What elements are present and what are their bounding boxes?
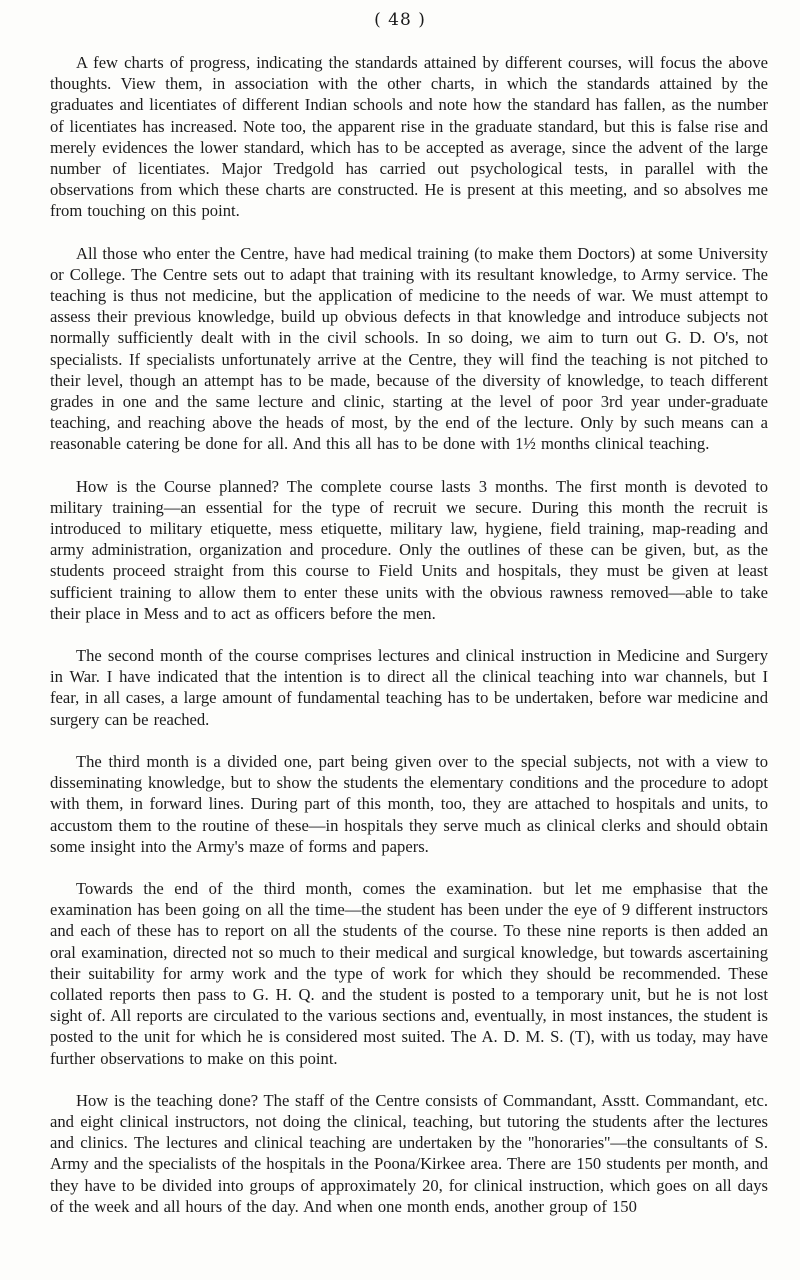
paragraph-course-planned: How is the Course planned? The complete course lasts 3 months. The first month is devoted to military training—an essential for the type of recruit we secure. During this month the recruit is introduced to military etiquette, mess etiquette, military law, hygiene, field training, map-reading and army administration, organization and procedure. Only the outlines of these can be given, but, as the students proceed straight from this course to Field Units and hospitals, they must be given at least sufficient training to allow them to enter these units with the obvious rawness removed—able to take their place in Mess and to act as officers before the men. bbox=[50, 476, 768, 623]
paragraph-third-month: The third month is a divided one, part being given over to the special subjects, not with a view to disseminating knowledge, but to show the students the elementary conditions and the procedure to adopt with them, in forward lines. During part of this month, too, they are attached to hospitals and units, to accustom them to the routine of these—in hospitals they serve much as clinical clerks and should obtain some insight into the Army's maze of forms and papers. bbox=[50, 751, 768, 856]
paragraph-examination: Towards the end of the third month, comes the examination. but let me emphasise that the examination has been going on all the time—the student has been under the eye of 9 different instructors and each of these has to report on all the students of the course. To these nine reports is then added an oral examination, directed not so much to their medical and surgical knowledge, but towards ascertaining their suitability for army work and the type of work for which they should be recommended. These collated reports then pass to G. H. Q. and the student is posted to a temporary unit, but he is not lost sight of. All reports are circulated to the various sections and, eventually, in most instances, the student is posted to the unit for which he is considered most suited. The A. D. M. S. (T), with us today, may have further observations to make on this point. bbox=[50, 878, 768, 1068]
paragraph-centre-training: All those who enter the Centre, have had medical training (to make them Doctors) at some University or College. The Centre sets out to adapt that training with its resultant knowledge, to Army service. The teaching is thus not medicine, but the application of medicine to the needs of war. We must attempt to assess their previous knowledge, build up obvious defects in that knowledge and introduce subjects not normally sufficiently dealt with in the civil schools. In so doing, we aim to turn out G. D. O's, not specialists. If specialists unfortunately arrive at the Centre, they will find the teaching is not pitched to their level, though an attempt has to be made, because of the diversity of knowledge, to teach different grades in one and the same lecture and clinic, starting at the level of poor 3rd year under-graduate teaching, and reaching above the heads of most, by the end of the lecture. Only by such means can a reasonable catering be done for all. And this all has to be done with 1½ months clinical teaching. bbox=[50, 243, 768, 454]
paragraph-second-month: The second month of the course comprises lectures and clinical instruction in Medicine and Surgery in War. I have indicated that the intention is to direct all the clinical teaching into war channels, but I fear, in all cases, a large amount of fundamental teaching has to be undertaken, before war medicine and surgery can be reached. bbox=[50, 646, 768, 729]
body-text bbox=[50, 52, 768, 1238]
paragraph-teaching-done: How is the teaching done? The staff of the Centre consists of Commandant, Asstt. Commandant, etc. and eight clinical instructors, not doing the clinical, teaching, but tutoring the students after the lectures and clinics. The lectures and clinical teaching are undertaken by the ''honoraries''—the consultants of S. Army and the specialists of the hospitals in the Poona/Kirkee area. There are 150 students per month, and they have to be divided into groups of approximately 20, for clinical instruction, which goes on all days of the week and all hours of the day. And when one month ends, another group of 150 bbox=[50, 1090, 768, 1216]
paragraph-charts-of-progress: A few charts of progress, indicating the standards attained by different courses, will focus the above thoughts. View them, in association with the other charts, in which the standards attained by the graduates and licentiates of different Indian schools and note how the standard has fallen, as the number of licentiates has increased. Note too, the apparent rise in the graduate standard, but this is false rise and merely evidences the lower standard, which has to be accepted as average, since the advent of the large number of licentiates. Major Tredgold has carried out psychological tests, in parallel with the observations from which these charts are constructed. He is present at this meeting, and so absolves me from touching on this point. bbox=[50, 53, 768, 221]
page-number: ( 48 ) bbox=[374, 10, 426, 30]
